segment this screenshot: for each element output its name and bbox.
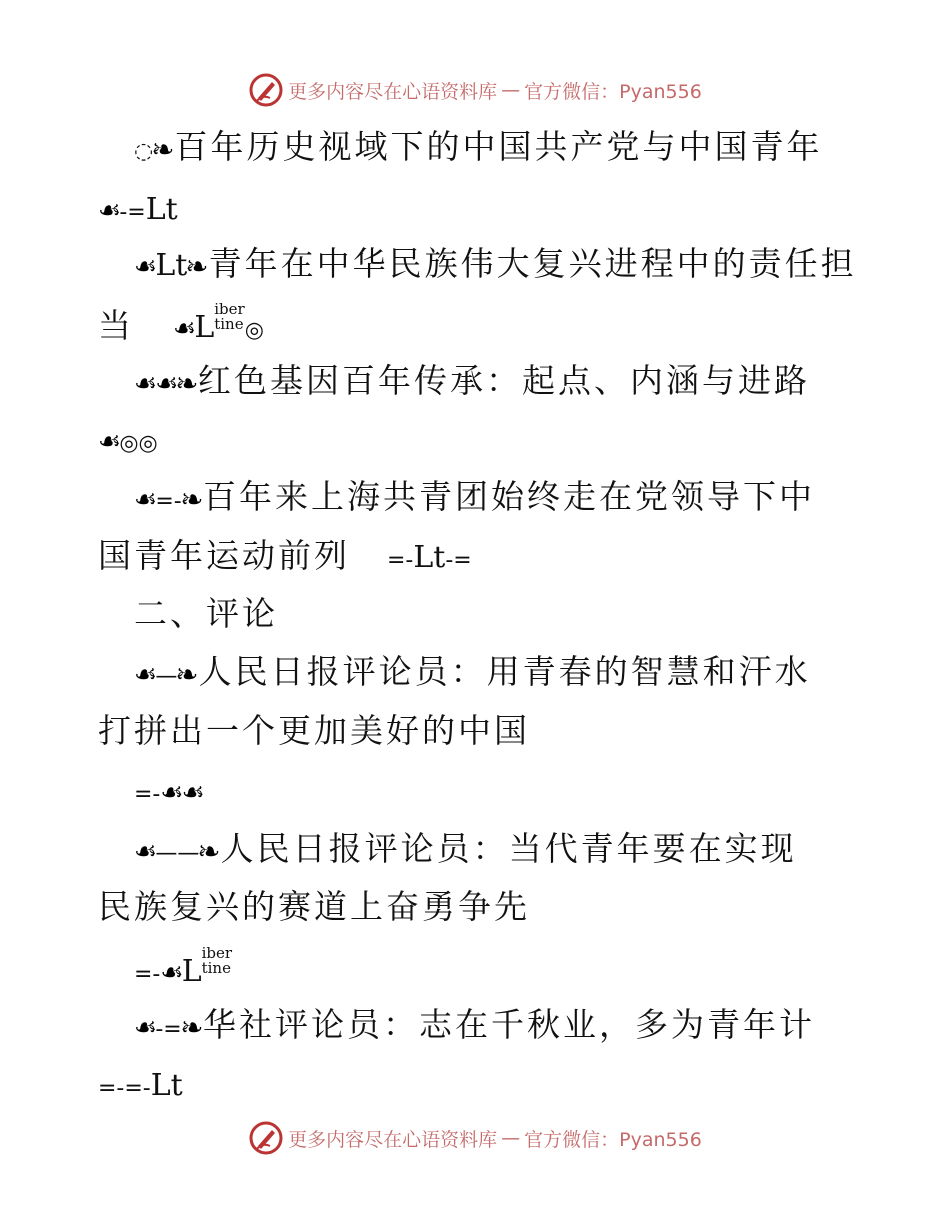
ligature-top: iber	[214, 300, 245, 318]
ornament-glyph: ☙	[199, 837, 221, 867]
doc-line-13	[134, 829, 797, 874]
liberatine-ligature	[181, 944, 233, 989]
ornament-glyph: ☙	[134, 1013, 156, 1043]
ornament-glyph: ☙	[134, 660, 156, 690]
symbol-glyph: =‐	[134, 782, 161, 807]
ornament-glyph: ☙	[98, 196, 120, 226]
dash-glyph: —	[155, 664, 178, 689]
doc-line-16	[134, 1005, 815, 1050]
symbol-glyph: =‐	[387, 548, 414, 573]
symbol-glyph: ‐=	[445, 548, 472, 573]
ligature-glyph: Lt	[150, 1068, 183, 1103]
line-text: 民族复兴的赛道上奋勇争先	[98, 887, 530, 926]
doc-line-8	[98, 536, 472, 581]
ligature-L: L	[181, 954, 202, 989]
symbol-glyph: =‐	[155, 489, 182, 514]
watermark-wechat: 官方微信：Pyan556	[524, 80, 702, 103]
ornament-glyph: ☙	[98, 427, 120, 457]
line-text: 百年历史视域下的中国共产党与中国青年	[174, 127, 823, 166]
ligature-glyph: Lt	[145, 192, 178, 227]
symbol-glyph: ‐=	[119, 200, 146, 225]
ornament-glyph: ☙☙	[134, 369, 177, 399]
watermark-title: 更多内容尽在心语资料库	[288, 1128, 498, 1151]
section-heading	[134, 594, 278, 634]
line-text: 红色基因百年传承：起点、内涵与进路	[197, 361, 810, 400]
line-text: 当	[98, 306, 134, 345]
doc-line-1	[134, 127, 823, 172]
line-text: 百年来上海共青团始终走在党领导下中	[203, 477, 815, 516]
doc-line-5	[134, 361, 810, 404]
line-text: 国青年运动前列	[98, 536, 350, 575]
ornament-glyph: ☙☙	[160, 778, 203, 808]
ligature-bottom: tine	[201, 959, 231, 977]
doc-line-15	[134, 946, 232, 995]
ornament-glyph: ☙	[181, 485, 203, 515]
line-text: 人民日报评论员：当代青年要在实现	[220, 829, 797, 868]
watermark-title: 更多内容尽在心语资料库	[288, 80, 498, 103]
line-text: 打拼出一个更加美好的中国	[98, 711, 530, 750]
footer-watermark	[0, 1118, 950, 1158]
doc-line-12	[134, 770, 203, 815]
watermark-dash: —	[501, 1127, 521, 1149]
line-text: 青年在中华民族伟大复兴进程中的责任担	[208, 244, 857, 283]
doc-line-17	[98, 1064, 183, 1109]
doc-line-2	[98, 188, 178, 233]
pen-logo-icon	[248, 1120, 284, 1156]
header-watermark	[0, 70, 950, 110]
ornament-glyph: ☙	[153, 135, 175, 165]
ligature-top: iber	[201, 944, 233, 962]
ornament-glyph: ☙	[177, 660, 199, 690]
doc-line-3	[134, 244, 857, 287]
watermark-dash: —	[501, 79, 521, 101]
doc-line-10	[134, 652, 811, 697]
ligature-glyph: Lt	[413, 540, 446, 575]
ligature-L: L	[194, 310, 215, 345]
ornament-glyph: ☙	[173, 314, 195, 344]
ligature-bottom: tine	[214, 315, 244, 333]
symbol-glyph: ‐=	[155, 1017, 182, 1042]
symbol-glyph: =‐=‐	[98, 1076, 151, 1101]
doc-line-6	[98, 419, 158, 464]
circle-glyph: ◎	[244, 318, 264, 343]
ornament-glyph: ☙	[134, 485, 156, 515]
ornament-glyph: ☙	[134, 837, 156, 867]
line-text: 华社评论员：志在千秋业，多为青年计	[203, 1005, 815, 1044]
ligature-glyph: Lt	[155, 248, 188, 283]
ornament-glyph: ☙	[134, 252, 156, 282]
doc-line-4	[98, 302, 264, 351]
ornament-glyph: ☙	[187, 252, 209, 282]
circle-glyphs: ◎◎	[119, 431, 158, 456]
ornament-glyph: ☙	[160, 958, 182, 988]
symbol-glyph: =‐	[134, 962, 161, 987]
dash-glyph: ——	[155, 841, 200, 866]
ornament-glyph: ☙	[176, 369, 198, 399]
liberatine-ligature	[194, 300, 245, 345]
doc-line-7	[134, 477, 815, 522]
line-text: 人民日报评论员：用青春的智慧和汗水	[198, 652, 811, 691]
doc-line-11	[98, 711, 530, 751]
watermark-wechat: 官方微信：Pyan556	[524, 1128, 702, 1151]
pen-logo-icon	[248, 72, 284, 108]
dotted-circle-glyph: ◌	[134, 139, 154, 164]
ornament-glyph: ☙	[181, 1013, 203, 1043]
doc-line-14	[98, 887, 530, 927]
line-text: 二、评论	[134, 594, 278, 633]
